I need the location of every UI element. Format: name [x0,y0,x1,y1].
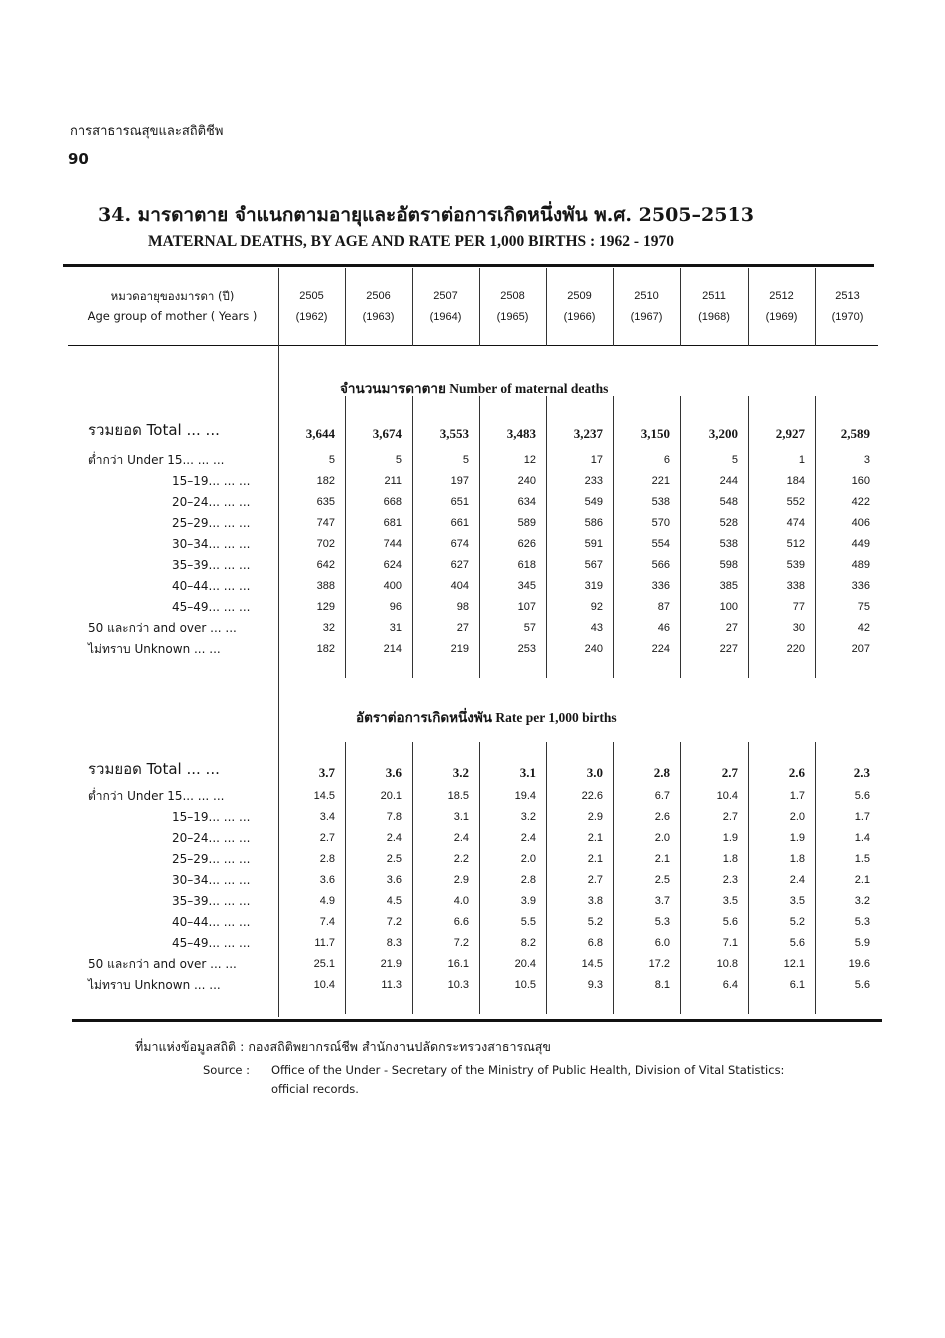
source-line-1: Office of the Under - Secretary of the Ministry of Public Health, Division of Vital Statistics: [271,1063,785,1077]
table-cell: 2,589 [840,426,870,441]
table-cell: 2.3 [722,874,738,886]
table-cell: 566 [651,559,670,571]
column-divider [815,268,816,346]
table-cell: 626 [517,538,536,550]
table-cell: 25.1 [313,958,335,970]
column-divider [278,268,279,346]
year-header [278,286,345,328]
table-cell: 422 [851,496,870,508]
table-cell: 3.7 [318,765,335,780]
table-cell: 4.5 [386,895,402,907]
table-cell: 1.7 [789,790,805,802]
table-cell: 27 [456,622,469,634]
table-cell: 10.4 [313,979,335,991]
year-ce: (1969) [765,311,798,323]
table-cell: 2.4 [386,832,402,844]
table-cell: 1 [798,454,805,466]
table-cell: 528 [719,517,738,529]
table-title-english: MATERNAL DEATHS, BY AGE AND RATE PER 1,000 BIRTHS : 1962 - 1970 [148,233,674,250]
year-be: 2505 [299,290,324,302]
table-cell: 20.4 [514,958,536,970]
table-cell: 404 [450,580,469,592]
year-header [613,286,680,328]
year-be: 2509 [567,290,592,302]
table-cell: 2.1 [854,874,870,886]
table-cell: 6 [663,454,670,466]
table-cell: 489 [851,559,870,571]
table-cell: 107 [517,601,536,613]
table-cell: 1.4 [854,832,870,844]
table-cell: 46 [657,622,670,634]
row-label: 40–44... ... ... [172,915,251,929]
table-cell: 19.6 [848,958,870,970]
year-ce: (1970) [831,311,864,323]
table-cell: 16.1 [447,958,469,970]
table-cell: 5.2 [587,916,603,928]
row-label: 25–29... ... ... [172,852,251,866]
table-cell: 4.9 [319,895,335,907]
table-cell: 20.1 [380,790,402,802]
row-label: 20–24... ... ... [172,831,251,845]
table-cell: 7.4 [319,916,335,928]
year-be: 2508 [500,290,525,302]
table-cell: 6.7 [654,790,670,802]
table-cell: 77 [792,601,805,613]
table-cell: 17.2 [648,958,670,970]
year-header [748,286,815,328]
table-cell: 744 [383,538,402,550]
table-cell: 31 [389,622,402,634]
source-note-thai: ที่มาแห่งข้อมูลสถิติ : กองสถิติพยากรณ์ชีพ สำนักงานปลัดกระทรวงสาธารณสุข [135,1039,551,1054]
age-group-header-thai: หมวดอายุของมารดา (ปี) [110,289,235,303]
table-cell: 642 [316,559,335,571]
table-cell: 2.8 [520,874,536,886]
table-cell: 2.1 [587,832,603,844]
table-cell: 552 [786,496,805,508]
table-cell: 12 [523,454,536,466]
table-cell: 554 [651,538,670,550]
table-cell: 10.3 [447,979,469,991]
table-cell: 2.7 [587,874,603,886]
table-cell: 5.6 [789,937,805,949]
table-cell: 388 [316,580,335,592]
table-cell: 184 [786,475,805,487]
table-cell: 2,927 [775,426,805,441]
row-label: ต่ำกว่า Under 15... ... ... [88,789,225,803]
table-cell: 8.3 [386,937,402,949]
table-cell: 7.1 [722,937,738,949]
table-cell: 2.1 [654,853,670,865]
table-cell: 3,200 [708,426,738,441]
row-label: 15–19... ... ... [172,810,251,824]
row-label: 35–39... ... ... [172,558,251,572]
header-bottom-rule [68,345,878,346]
year-be: 2506 [366,290,391,302]
table-cell: 3,150 [640,426,670,441]
table-cell: 207 [851,643,870,655]
table-cell: 10.4 [716,790,738,802]
table-cell: 10.8 [716,958,738,970]
row-label: ต่ำกว่า Under 15... ... ... [88,453,225,467]
table-cell: 5.6 [854,979,870,991]
table-cell: 549 [584,496,603,508]
table-cell: 3,553 [439,426,469,441]
table-cell: 57 [523,622,536,634]
row-label: 50 และกว่า and over ... ... [88,621,237,635]
column-divider [546,268,547,346]
column-divider [613,268,614,346]
row-label: 15–19... ... ... [172,474,251,488]
table-cell: 2.0 [654,832,670,844]
table-cell: 30 [792,622,805,634]
column-divider [479,268,480,346]
table-cell: 674 [450,538,469,550]
table-cell: 3,644 [305,426,335,441]
table-cell: 96 [389,601,402,613]
table-cell: 591 [584,538,603,550]
section-title-deaths: จำนวนมารดาตาย Number of maternal deaths [340,381,609,396]
table-cell: 406 [851,517,870,529]
table-cell: 385 [719,580,738,592]
row-label: รวมยอด Total ... ... [88,760,220,778]
table-cell: 548 [719,496,738,508]
table-cell: 6.8 [587,937,603,949]
column-divider [345,268,346,346]
table-cell: 98 [456,601,469,613]
table-cell: 635 [316,496,335,508]
year-be: 2507 [433,290,458,302]
table-cell: 336 [651,580,670,592]
table-cell: 3.6 [385,765,402,780]
table-cell: 338 [786,580,805,592]
table-cell: 9.3 [587,979,603,991]
row-label: ไม่ทราบ Unknown ... ... [88,642,221,656]
table-cell: 570 [651,517,670,529]
table-cell: 92 [590,601,603,613]
row-label: 35–39... ... ... [172,894,251,908]
source-note-english [203,1061,873,1099]
table-cell: 75 [857,601,870,613]
table-cell: 1.8 [722,853,738,865]
table-cell: 14.5 [313,790,335,802]
table-cell: 668 [383,496,402,508]
table-cell: 3.9 [520,895,536,907]
table-cell: 220 [786,643,805,655]
table-cell: 3.7 [654,895,670,907]
table-cell: 4.0 [453,895,469,907]
table-cell: 6.6 [453,916,469,928]
table-cell: 627 [450,559,469,571]
table-cell: 3.4 [319,811,335,823]
table-cell: 2.0 [520,853,536,865]
table-cell: 100 [719,601,738,613]
table-cell: 598 [719,559,738,571]
table-cell: 3.2 [520,811,536,823]
table-cell: 211 [384,475,402,487]
row-label: 20–24... ... ... [172,495,251,509]
year-be: 2511 [702,290,726,302]
table-cell: 567 [584,559,603,571]
table-cell: 3.8 [587,895,603,907]
table-cell: 2.9 [453,874,469,886]
row-label: 50 และกว่า and over ... ... [88,957,237,971]
table-cell: 1.9 [722,832,738,844]
table-cell: 3.0 [586,765,603,780]
table-cell: 702 [316,538,335,550]
table-cell: 538 [651,496,670,508]
table-cell: 197 [450,475,469,487]
table-cell: 233 [584,475,603,487]
table-cell: 11.3 [381,979,402,991]
row-label: 45–49... ... ... [172,936,251,950]
table-cell: 5.9 [854,937,870,949]
table-cell: 3.1 [453,811,469,823]
year-be: 2513 [835,290,860,302]
source-line-2: official records. [271,1082,359,1096]
age-group-header-english: Age group of mother ( Years ) [87,309,258,323]
table-cell: 5.3 [854,916,870,928]
table-cell: 3 [863,454,870,466]
table-cell: 7.2 [453,937,469,949]
table-cell: 2.4 [520,832,536,844]
table-cell: 2.7 [319,832,335,844]
table-cell: 5 [731,454,738,466]
table-cell: 7.8 [386,811,402,823]
table-cell: 5.2 [789,916,805,928]
table-title-thai: 34. มารดาตาย จำแนกตามอายุและอัตราต่อการเกิดหนึ่งพัน พ.ศ. 2505–2513 [98,204,754,226]
table-cell: 32 [322,622,335,634]
table-cell: 5.3 [654,916,670,928]
year-header [479,286,546,328]
running-head: การสาธารณสุขและสถิติชีพ [70,124,224,139]
table-cell: 2.5 [386,853,402,865]
table-cell: 586 [584,517,603,529]
table-cell: 651 [450,496,469,508]
table-top-rule [63,264,874,267]
table-cell: 129 [316,601,335,613]
table-cell: 240 [517,475,536,487]
table-cell: 1.5 [854,853,870,865]
table-cell: 214 [383,643,402,655]
table-cell: 539 [786,559,805,571]
table-cell: 240 [584,643,603,655]
table-cell: 12.1 [783,958,805,970]
table-cell: 2.0 [789,811,805,823]
section-title-rates: อัตราต่อการเกิดหนึ่งพัน Rate per 1,000 births [356,710,617,725]
table-bottom-rule [72,1019,882,1022]
table-cell: 22.6 [581,790,603,802]
row-label: 40–44... ... ... [172,579,251,593]
table-cell: 21.9 [380,958,402,970]
table-cell: 2.9 [587,811,603,823]
table-cell: 3.6 [386,874,402,886]
table-cell: 5 [462,454,469,466]
source-label: Source : [203,1063,251,1077]
table-cell: 10.5 [514,979,536,991]
table-cell: 2.8 [653,765,670,780]
table-cell: 1.8 [789,853,805,865]
table-cell: 182 [316,475,335,487]
table-cell: 227 [719,643,738,655]
year-header [412,286,479,328]
table-cell: 8.2 [520,937,536,949]
year-ce: (1966) [563,311,596,323]
table-cell: 2.2 [453,853,469,865]
table-cell: 1.7 [854,811,870,823]
year-ce: (1965) [496,311,529,323]
table-cell: 2.7 [721,765,738,780]
year-header [546,286,613,328]
age-group-header [70,286,275,326]
table-cell: 182 [316,643,335,655]
row-label: 30–34... ... ... [172,537,251,551]
table-cell: 2.8 [319,853,335,865]
table-cell: 1.9 [789,832,805,844]
table-cell: 336 [851,580,870,592]
table-cell: 345 [517,580,536,592]
table-cell: 3,674 [372,426,402,441]
table-cell: 2.4 [789,874,805,886]
table-cell: 5 [328,454,335,466]
table-cell: 27 [725,622,738,634]
year-ce: (1968) [698,311,730,323]
table-cell: 18.5 [447,790,469,802]
table-cell: 2.3 [853,765,870,780]
table-cell: 43 [590,622,603,634]
table-cell: 19.4 [514,790,536,802]
year-header [680,286,748,328]
page-number: 90 [68,150,89,168]
table-cell: 7.2 [386,916,402,928]
table-cell: 3.1 [519,765,536,780]
table-cell: 5.6 [722,916,738,928]
table-cell: 219 [450,643,469,655]
table-cell: 747 [316,517,335,529]
table-cell: 589 [517,517,536,529]
table-cell: 17 [590,454,603,466]
row-label: 30–34... ... ... [172,873,251,887]
table-cell: 2.6 [788,765,805,780]
row-label: ไม่ทราบ Unknown ... ... [88,978,221,992]
table-cell: 319 [584,580,603,592]
table-cell: 2.1 [587,853,603,865]
year-ce: (1964) [429,311,462,323]
table-cell: 512 [786,538,805,550]
table-cell: 3.2 [854,895,870,907]
row-label: 25–29... ... ... [172,516,251,530]
table-cell: 400 [383,580,402,592]
table-cell: 3.5 [789,895,805,907]
table-cell: 6.4 [722,979,738,991]
year-be: 2512 [769,290,794,302]
table-cell: 538 [719,538,738,550]
table-cell: 5 [395,454,402,466]
table-cell: 661 [450,517,469,529]
column-divider [412,268,413,346]
table-cell: 221 [651,475,670,487]
table-cell: 3.2 [452,765,469,780]
table-cell: 3,483 [506,426,536,441]
table-cell: 2.6 [654,811,670,823]
table-cell: 2.5 [654,874,670,886]
table-cell: 42 [857,622,870,634]
table-cell: 244 [719,475,738,487]
table-cell: 6.1 [789,979,805,991]
year-header [345,286,412,328]
table-cell: 618 [517,559,536,571]
table-cell: 449 [851,538,870,550]
table-cell: 681 [383,517,402,529]
column-divider [748,268,749,346]
table-cell: 3.5 [722,895,738,907]
column-divider [680,268,681,346]
table-cell: 624 [383,559,402,571]
table-cell: 5.6 [854,790,870,802]
table-cell: 634 [517,496,536,508]
table-cell: 2.4 [453,832,469,844]
year-header [815,286,880,328]
year-ce: (1967) [630,311,663,323]
year-ce: (1963) [362,311,395,323]
table-cell: 11.7 [314,937,335,949]
table-cell: 3,237 [573,426,603,441]
year-ce: (1962) [295,311,328,323]
table-cell: 160 [851,475,870,487]
row-label: 45–49... ... ... [172,600,251,614]
table-cell: 5.5 [520,916,536,928]
table-cell: 14.5 [581,958,603,970]
table-cell: 474 [786,517,805,529]
year-be: 2510 [634,290,659,302]
table-cell: 253 [517,643,536,655]
row-label: รวมยอด Total ... ... [88,421,220,439]
table-cell: 6.0 [654,937,670,949]
table-cell: 2.7 [722,811,738,823]
table-cell: 87 [657,601,670,613]
table-cell: 224 [651,643,670,655]
table-cell: 8.1 [654,979,670,991]
table-cell: 3.6 [319,874,335,886]
